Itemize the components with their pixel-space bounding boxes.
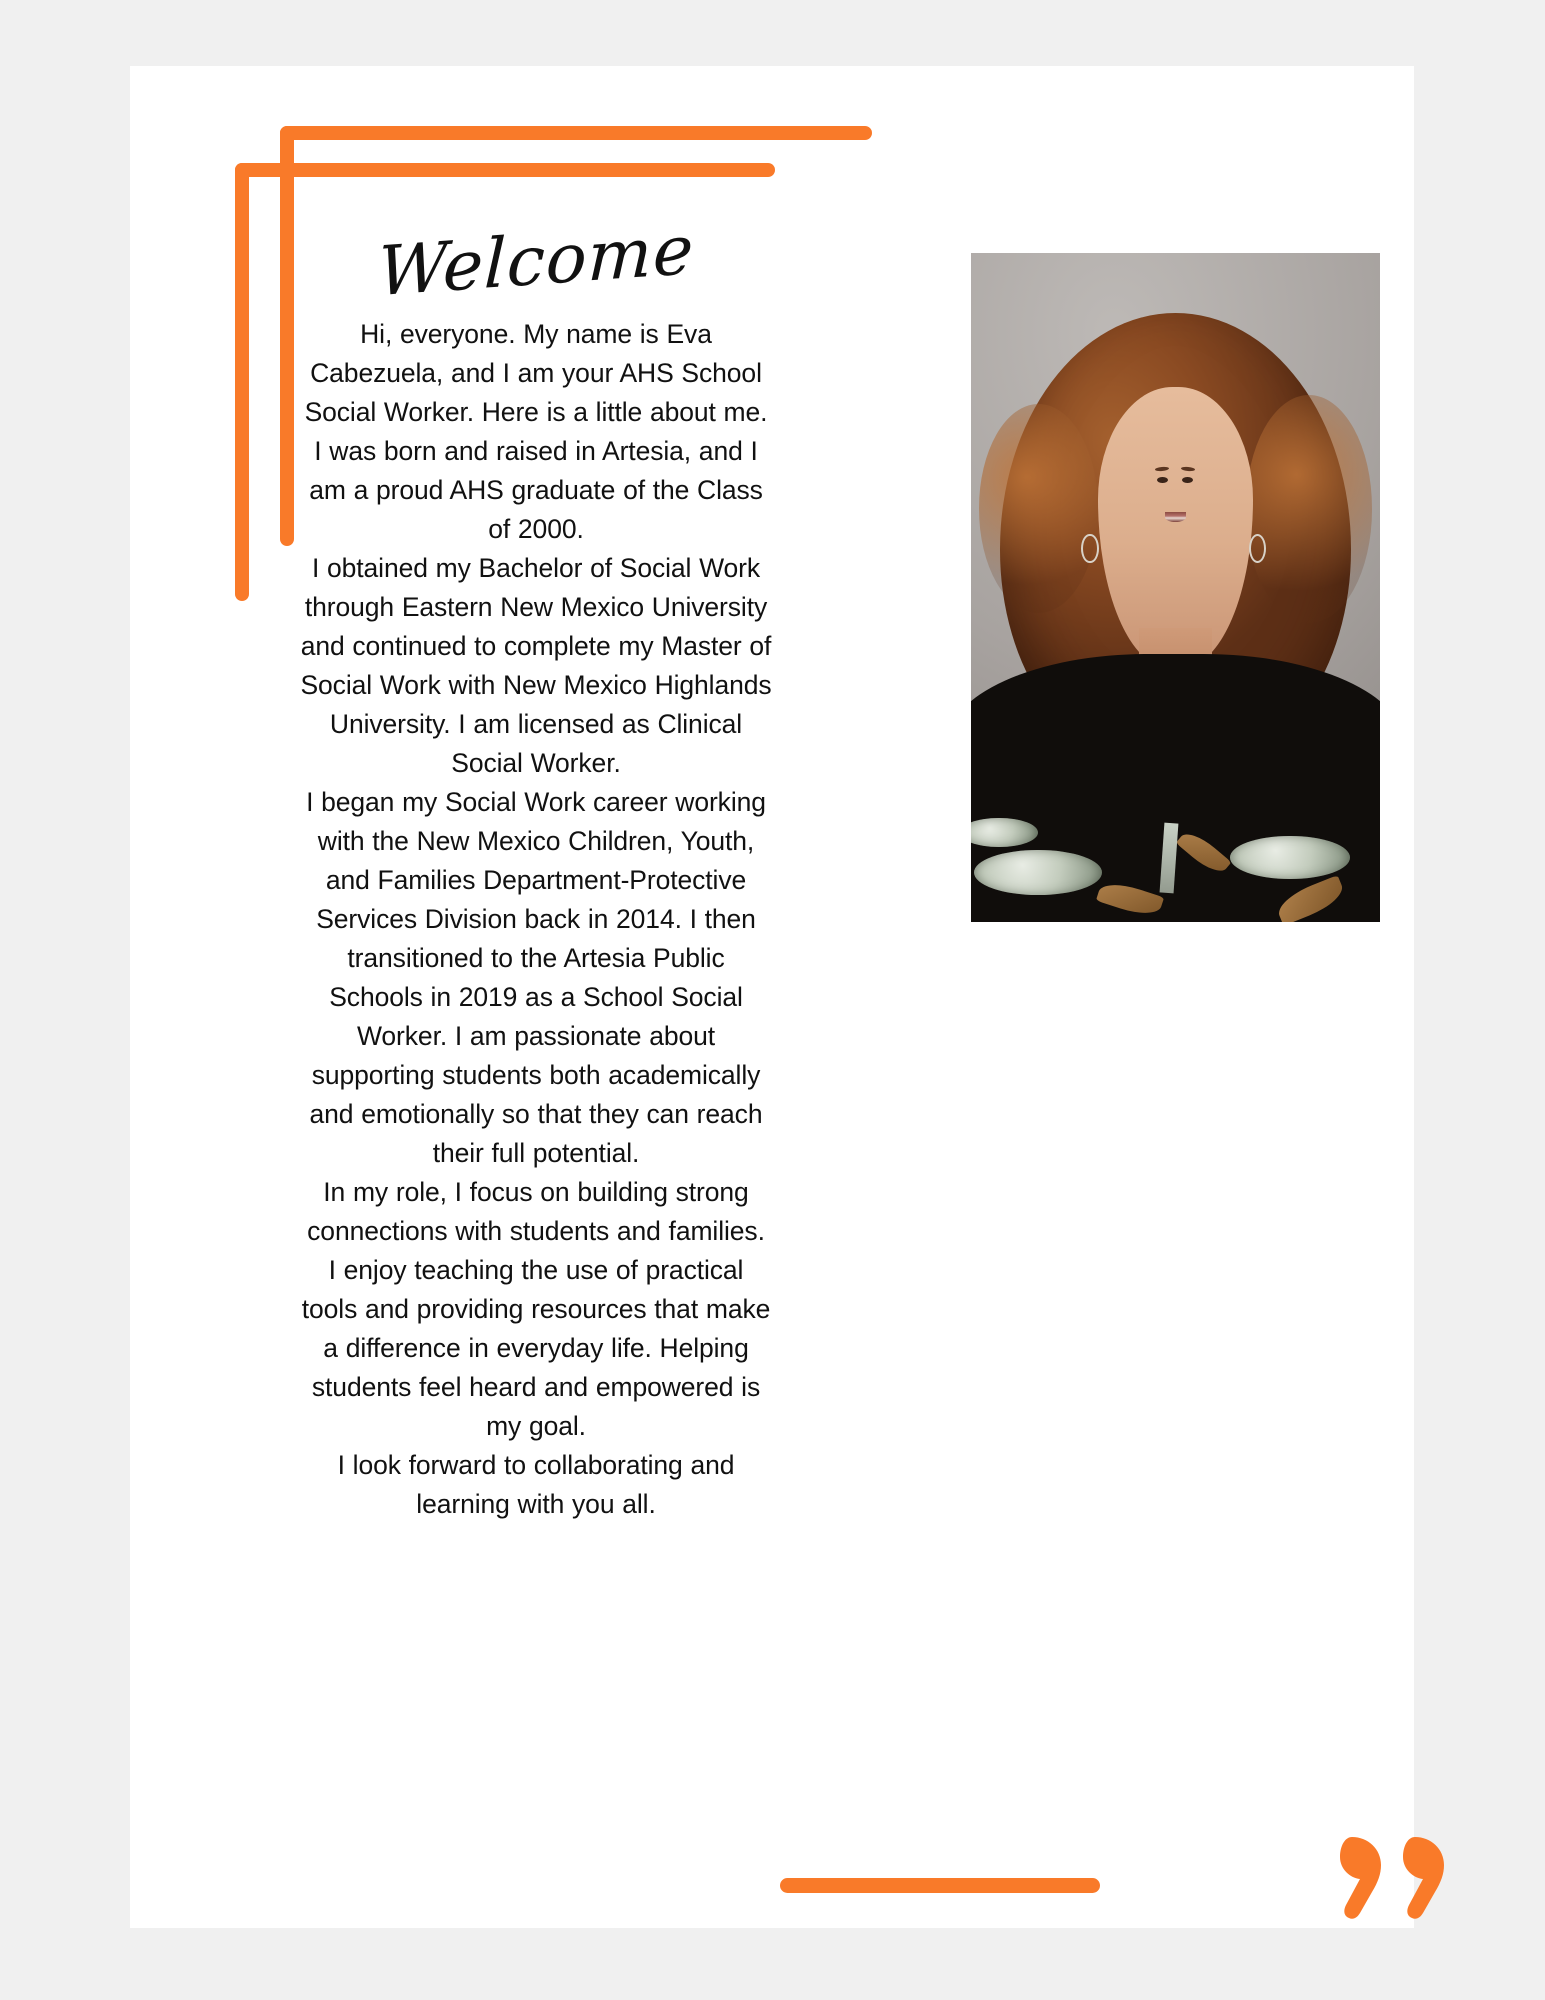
orange-corner-bracket-outer-side [235,163,249,601]
portrait-photo-content [971,253,1380,922]
bio-paragraph: I began my Social Work career working with the New Mexico Children, Youth, and Families Department-Protective Services Division back in 2014. I then transitioned to the Artesia Public Schools in 2019 as a School Social Worker. I am passionate about supporting students both academically and emotionally so that they can reach their full potential. [306,787,766,1169]
bio-paragraph: I look forward to collaborating and learning with you all. [337,1450,735,1520]
portrait-floral-rose [1230,836,1349,879]
orange-corner-bracket-inner-top [280,126,872,140]
page-title: Welcome [376,210,696,313]
portrait-eyebrow-left [1155,466,1169,471]
portrait-hoop-earring-left [1081,534,1098,563]
quote-mark-icon [1340,1831,1465,1941]
orange-corner-bracket-outer-top [235,163,775,177]
portrait-floral-rose [974,850,1102,895]
bio-paragraph: Hi, everyone. My name is Eva Cabezuela, and I am your AHS School Social Worker. Here is a little about me. I was born and raised in Artesia, and I am a proud AHS graduate of the Class of 2000. [304,319,768,545]
welcome-text-column [298,210,774,1524]
portrait-floral-rose [971,818,1038,847]
poster-card [130,66,1414,1928]
orange-horizontal-rule [780,1878,1100,1893]
bio-body [298,315,774,1524]
portrait-blouse-placket [1159,823,1178,893]
orange-corner-bracket-inner-side [280,126,294,546]
portrait-eye-right [1182,477,1193,483]
portrait-floral-leaf [1095,878,1163,921]
portrait-blouse [971,654,1380,922]
portrait-floral-leaf [1274,875,1348,922]
bio-paragraph: In my role, I focus on building strong connections with students and families. [307,1177,765,1247]
portrait-eye-left [1157,477,1168,483]
bio-paragraph: I enjoy teaching the use of practical tools and providing resources that make a difference in everyday life. Helping students feel heard and empowered is my goal. [301,1255,771,1442]
portrait-smile [1165,512,1187,522]
bio-paragraph: I obtained my Bachelor of Social Work through Eastern New Mexico University and continued to complete my Master of Social Work with New Mexico Highlands University. I am licensed as Clinical Social Worker. [300,553,772,779]
portrait-photo [971,253,1380,922]
portrait-floral-leaf [1175,827,1231,879]
portrait-eyebrow-right [1181,466,1195,471]
